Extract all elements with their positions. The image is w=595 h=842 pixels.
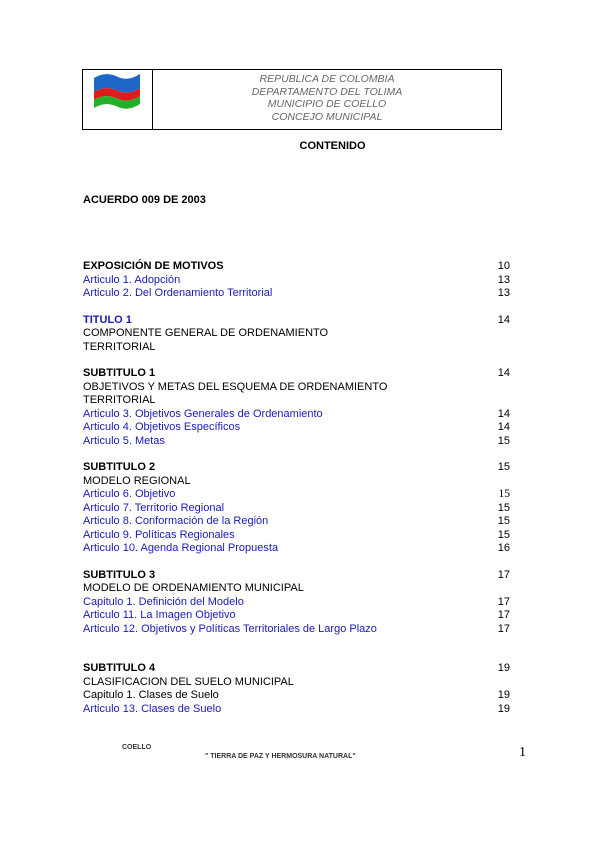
- toc-row: [83, 260, 510, 274]
- toc-entry-label: Articulo 12. Objetivos y Políticas Territoriales de Largo Plazo: [83, 622, 377, 635]
- toc-entry-label: Articulo 6. Objetivo: [83, 488, 176, 500]
- toc-entry-label: Articulo 13. Clases de Suelo: [83, 702, 222, 715]
- toc-entry-label: TITULO 1: [83, 313, 132, 326]
- toc-entry-label: SUBTITULO 3: [83, 568, 156, 581]
- toc-row: [83, 689, 510, 703]
- toc-row: [83, 596, 510, 610]
- toc-entry-label: Articulo 5. Metas: [83, 434, 165, 447]
- toc-entry-page: 19: [497, 662, 510, 674]
- toc-entry-label: Capitulo 1. Definición del Modelo: [83, 595, 244, 608]
- toc-row: [83, 475, 510, 489]
- letterhead-box: [82, 69, 502, 130]
- toc-row: [83, 488, 510, 502]
- toc-entry-page: 14: [497, 367, 510, 379]
- logo-cell: [83, 70, 153, 129]
- toc-entry-page: 13: [497, 287, 510, 299]
- toc-row: [83, 381, 510, 395]
- toc-entry-label: Articulo 4. Objetivos Específicos: [83, 421, 241, 433]
- toc-entry-page: 14: [497, 313, 510, 326]
- toc-row: [83, 314, 510, 328]
- toc-entry-page: 15: [497, 501, 510, 514]
- toc-entry-label: MODELO DE ORDENAMIENTO MUNICIPAL: [83, 582, 304, 594]
- toc-entry-label: Capitulo 1. Clases de Suelo: [83, 689, 219, 701]
- toc-entry-label: TERRITORIAL: [83, 340, 156, 353]
- header-line-council: CONCEJO MUNICIPAL: [271, 110, 383, 123]
- toc-row: [83, 703, 510, 717]
- toc-entry-page: 15: [498, 488, 510, 500]
- toc-row: [83, 609, 510, 623]
- toc-entry-label: EXPOSICIÓN DE MOTIVOS: [83, 260, 224, 272]
- toc-entry-label: CLASIFICACION DEL SUELO MUNICIPAL: [83, 675, 294, 688]
- toc-row: [83, 435, 510, 449]
- toc-entry-label: Articulo 2. Del Ordenamiento Territorial: [83, 287, 273, 299]
- toc-entry-page: 17: [497, 568, 510, 581]
- toc-entry-label: Articulo 3. Objetivos Generales de Ordenamiento: [83, 407, 323, 420]
- toc-row: [83, 421, 510, 435]
- toc-row: [83, 461, 510, 475]
- page-title: CONTENIDO: [299, 140, 366, 152]
- toc-entry-label: SUBTITULO 4: [83, 662, 156, 674]
- toc-row: [83, 662, 510, 676]
- toc-row: [83, 394, 510, 408]
- toc-entry-page: 15: [497, 515, 510, 527]
- toc-entry-page: 13: [497, 273, 510, 286]
- agreement-heading: ACUERDO 009 DE 2003: [83, 194, 206, 206]
- toc-entry-page: 14: [497, 421, 510, 433]
- toc-entry-label: OBJETIVOS Y METAS DEL ESQUEMA DE ORDENAMIENTO: [83, 380, 388, 393]
- toc-entry-page: 16: [497, 542, 510, 554]
- toc-entry-page: 17: [497, 609, 510, 621]
- header-line-municipality: MUNICIPIO DE COELLO: [267, 98, 387, 110]
- toc-row: [83, 287, 510, 301]
- toc-row: [83, 502, 510, 516]
- footer-town: COELLO: [122, 744, 152, 751]
- toc-entry-page: 14: [497, 407, 510, 420]
- toc-entry-label: Articulo 1. Adopción: [83, 273, 181, 286]
- toc-row: [83, 676, 510, 690]
- toc-entry-label: SUBTITULO 2: [83, 461, 156, 473]
- toc-row: [83, 408, 510, 422]
- toc-entry-label: Articulo 10. Agenda Regional Propuesta: [83, 542, 279, 554]
- toc-entry-page: 19: [497, 702, 510, 715]
- toc-row: [83, 569, 510, 583]
- toc-entry-label: Articulo 11. La Imagen Objetivo: [83, 609, 236, 621]
- toc-row: [83, 515, 510, 529]
- table-of-contents: [83, 260, 510, 716]
- toc-entry-label: Articulo 9. Políticas Regionales: [83, 528, 235, 541]
- toc-entry-page: 15: [497, 434, 510, 447]
- toc-entry-label: MODELO REGIONAL: [83, 474, 191, 487]
- flag-logo-icon: [92, 72, 142, 114]
- toc-row: [83, 274, 510, 288]
- toc-row: [83, 367, 510, 381]
- toc-entry-page: 10: [497, 260, 510, 272]
- page-number: 1: [519, 745, 526, 760]
- toc-row: [83, 327, 510, 341]
- toc-entry-page: 17: [497, 622, 510, 635]
- header-line-country: REPUBLICA DE COLOMBIA: [259, 73, 395, 85]
- toc-entry-page: 15: [497, 528, 510, 541]
- toc-entry-label: Articulo 7. Territorio Regional: [83, 501, 225, 514]
- header-line-department: DEPARTAMENTO DEL TOLIMA: [251, 85, 403, 98]
- toc-row: [83, 582, 510, 596]
- toc-entry-label: COMPONENTE GENERAL DE ORDENAMIENTO: [83, 327, 329, 339]
- toc-row: [83, 529, 510, 543]
- toc-entry-label: TERRITORIAL: [83, 394, 156, 406]
- toc-row: [83, 542, 510, 556]
- toc-row: [83, 623, 510, 637]
- toc-entry-label: SUBTITULO 1: [83, 367, 156, 379]
- toc-entry-page: 15: [497, 461, 510, 473]
- toc-entry-page: 17: [497, 595, 510, 608]
- toc-entry-label: Articulo 8. Conformación de la Región: [83, 515, 269, 527]
- letterhead-text: [153, 73, 501, 123]
- footer-motto: " TIERRA DE PAZ Y HERMOSURA NATURAL": [205, 753, 356, 760]
- toc-entry-page: 19: [497, 689, 510, 701]
- toc-row: [83, 341, 510, 355]
